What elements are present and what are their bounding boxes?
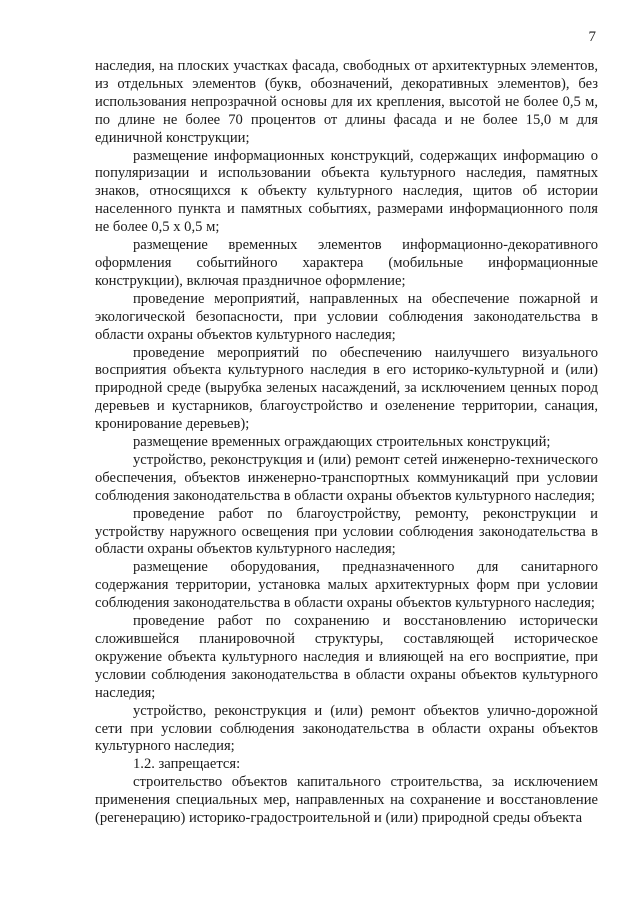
- paragraph-info-constructions: размещение информационных конструкций, содержащих информацию о популяризации и использовании объекта культурного наследия, памятных знаков, относящихся к объекту культурного наследия, щитов об истории населенного пункта и памятных событиях, размерами информационного поля не более 0,5 х 0,5 м;: [95, 147, 598, 236]
- paragraph-visual-perception: проведение мероприятий по обеспечению наилучшего визуального восприятия объекта культурного наследия в его историко-культурной и (или) природной среде (вырубка зеленых насаждений, за исключением ценных пород деревьев и кустарников, благоустройство и озеленение территории, санация, кронирование деревьев);: [95, 344, 598, 433]
- paragraph-temporary-decor: размещение временных элементов информационно-декоративного оформления событийного характера (мобильные информационные конструкции), включая праздничное оформление;: [95, 237, 598, 289]
- document-body: [95, 58, 598, 828]
- page-number: 7: [588, 29, 596, 45]
- paragraph-engineering-networks: устройство, реконструкция и (или) ремонт сетей инженерно-технического обеспечения, объектов инженерно-транспортных коммуникаций при условии соблюдения законодательства в области охраны объектов культурного наследия;: [95, 451, 598, 504]
- paragraph-landscaping-lighting: проведение работ по благоустройству, ремонту, реконструкции и устройству наружного освещения при условии соблюдения законодательства в области охраны объектов культурного наследия;: [95, 505, 598, 558]
- section-heading-prohibited: 1.2. запрещается:: [133, 756, 241, 773]
- paragraph-planning-structure: проведение работ по сохранению и восстановлению исторически сложившейся планировочной структуры, составляющей историческое окружение объекта культурного наследия и влияющей на его восприятие, при условии соблюдения законодательства в области охраны объектов культурного наследия;: [95, 613, 598, 701]
- paragraph-road-network: устройство, реконструкция и (или) ремонт объектов улично-дорожной сети при условии соблюдения законодательства в области охраны объектов культурного наследия;: [95, 702, 598, 755]
- paragraph-temporary-fencing: размещение временных ограждающих строительных конструкций;: [133, 434, 551, 451]
- paragraph-continuation: наследия, на плоских участках фасада, свободных от архитектурных элементов, из отдельных элементов (букв, обозначений, декоративных элементов), без использования непрозрачной основы для их крепления, высотой не более 0,5 м, по длине не более 70 процентов от длины фасада и не более 15,0 м для единичной конструкции;: [95, 58, 598, 146]
- paragraph-fire-safety: проведение мероприятий, направленных на обеспечение пожарной и экологической безопасности, при условии соблюдения законодательства в области охраны объектов культурного наследия;: [95, 290, 598, 343]
- paragraph-sanitary-equipment: размещение оборудования, предназначенного для санитарного содержания территории, установка малых архитектурных форм при условии соблюдения законодательства в области охраны объектов культурного наследия;: [95, 559, 598, 612]
- paragraph-capital-construction: строительство объектов капитального строительства, за исключением применения специальных мер, направленных на сохранение и восстановление (регенерацию) историко-градостроительной и (или) природной среды объекта: [95, 774, 598, 827]
